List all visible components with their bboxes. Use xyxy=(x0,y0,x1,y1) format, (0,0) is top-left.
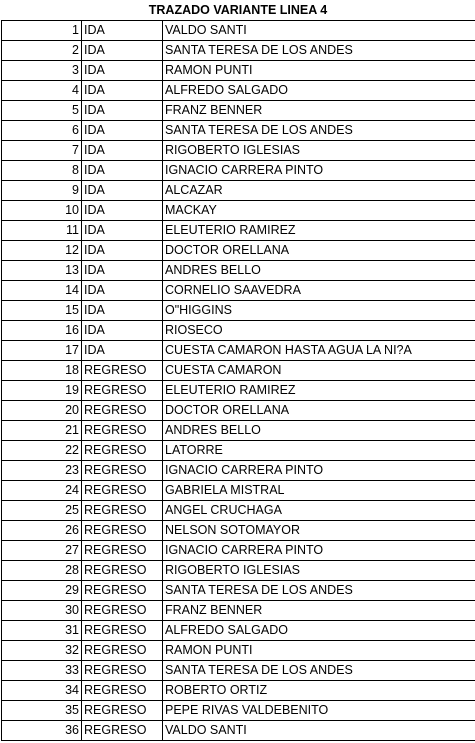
table-row xyxy=(2,261,475,281)
direction-cell[interactable]: REGRESO xyxy=(82,421,163,441)
row-number-cell[interactable]: 21 xyxy=(2,421,82,441)
table-row xyxy=(2,441,475,461)
row-number-cell[interactable]: 33 xyxy=(2,661,82,681)
table-row xyxy=(2,161,475,181)
direction-cell[interactable]: REGRESO xyxy=(82,601,163,621)
direction-cell[interactable]: REGRESO xyxy=(82,521,163,541)
sheet-title: TRAZADO VARIANTE LINEA 4 xyxy=(1,1,475,21)
street-cell[interactable]: SANTA TERESA DE LOS ANDES xyxy=(163,581,475,601)
table-row xyxy=(2,221,475,241)
table-row xyxy=(2,581,475,601)
row-number-cell[interactable]: 11 xyxy=(2,221,82,241)
direction-cell[interactable]: REGRESO xyxy=(82,621,163,641)
direction-cell[interactable]: IDA xyxy=(82,201,163,221)
row-number-cell[interactable]: 9 xyxy=(2,181,82,201)
direction-cell[interactable]: REGRESO xyxy=(82,561,163,581)
table-row xyxy=(2,541,475,561)
row-number-cell[interactable]: 8 xyxy=(2,161,82,181)
table-row xyxy=(2,101,475,121)
row-number-cell[interactable]: 22 xyxy=(2,441,82,461)
street-cell[interactable]: IGNACIO CARRERA PINTO xyxy=(163,541,475,561)
row-number-cell[interactable]: 32 xyxy=(2,641,82,661)
street-cell[interactable]: GABRIELA MISTRAL xyxy=(163,481,475,501)
street-cell[interactable]: O"HIGGINS xyxy=(163,301,475,321)
direction-cell[interactable]: IDA xyxy=(82,241,163,261)
direction-cell[interactable]: REGRESO xyxy=(82,541,163,561)
street-cell[interactable]: CUESTA CAMARON HASTA AGUA LA NI?A xyxy=(163,341,475,361)
row-number-cell[interactable]: 6 xyxy=(2,121,82,141)
direction-cell[interactable]: IDA xyxy=(82,161,163,181)
row-number-cell[interactable]: 25 xyxy=(2,501,82,521)
row-number-cell[interactable]: 23 xyxy=(2,461,82,481)
street-cell[interactable]: SANTA TERESA DE LOS ANDES xyxy=(163,661,475,681)
street-cell[interactable]: CUESTA CAMARON xyxy=(163,361,475,381)
table-row xyxy=(2,421,475,441)
table-row xyxy=(2,661,475,681)
street-cell[interactable]: ELEUTERIO RAMIREZ xyxy=(163,381,475,401)
table-row xyxy=(2,461,475,481)
table-row xyxy=(2,41,475,61)
table-row xyxy=(2,681,475,701)
street-cell[interactable]: IGNACIO CARRERA PINTO xyxy=(163,161,475,181)
street-cell[interactable]: MACKAY xyxy=(163,201,475,221)
street-cell[interactable]: DOCTOR ORELLANA xyxy=(163,241,475,261)
row-number-cell[interactable]: 36 xyxy=(2,721,82,741)
route-sheet xyxy=(1,1,475,741)
row-number-cell[interactable]: 1 xyxy=(2,21,82,41)
table-row xyxy=(2,721,475,741)
table-row xyxy=(2,81,475,101)
table-row xyxy=(2,241,475,261)
route-table-body xyxy=(2,21,475,741)
direction-cell[interactable]: IDA xyxy=(82,61,163,81)
direction-cell[interactable]: IDA xyxy=(82,181,163,201)
table-row xyxy=(2,401,475,421)
table-row xyxy=(2,301,475,321)
row-number-cell[interactable]: 26 xyxy=(2,521,82,541)
street-cell[interactable]: ROBERTO ORTIZ xyxy=(163,681,475,701)
direction-cell[interactable]: IDA xyxy=(82,141,163,161)
table-row xyxy=(2,381,475,401)
direction-cell[interactable]: REGRESO xyxy=(82,481,163,501)
direction-cell[interactable]: REGRESO xyxy=(82,461,163,481)
row-number-cell[interactable]: 10 xyxy=(2,201,82,221)
direction-cell[interactable]: REGRESO xyxy=(82,361,163,381)
table-row xyxy=(2,701,475,721)
street-cell[interactable]: FRANZ BENNER xyxy=(163,101,475,121)
direction-cell[interactable]: IDA xyxy=(82,21,163,41)
direction-cell[interactable]: IDA xyxy=(82,221,163,241)
table-row xyxy=(2,601,475,621)
direction-cell[interactable]: IDA xyxy=(82,341,163,361)
table-row xyxy=(2,321,475,341)
row-number-cell[interactable]: 18 xyxy=(2,361,82,381)
direction-cell[interactable]: REGRESO xyxy=(82,381,163,401)
row-number-cell[interactable]: 19 xyxy=(2,381,82,401)
direction-cell[interactable]: IDA xyxy=(82,121,163,141)
street-cell[interactable]: CORNELIO SAAVEDRA xyxy=(163,281,475,301)
row-number-cell[interactable]: 20 xyxy=(2,401,82,421)
row-number-cell[interactable]: 15 xyxy=(2,301,82,321)
direction-cell[interactable]: REGRESO xyxy=(82,681,163,701)
direction-cell[interactable]: REGRESO xyxy=(82,401,163,421)
row-number-cell[interactable]: 24 xyxy=(2,481,82,501)
table-row xyxy=(2,521,475,541)
street-cell[interactable]: RAMON PUNTI xyxy=(163,641,475,661)
row-number-cell[interactable]: 13 xyxy=(2,261,82,281)
direction-cell[interactable]: REGRESO xyxy=(82,441,163,461)
direction-cell[interactable]: REGRESO xyxy=(82,661,163,681)
direction-cell[interactable]: IDA xyxy=(82,81,163,101)
row-number-cell[interactable]: 30 xyxy=(2,601,82,621)
street-cell[interactable]: NELSON SOTOMAYOR xyxy=(163,521,475,541)
row-number-cell[interactable]: 28 xyxy=(2,561,82,581)
street-cell[interactable]: VALDO SANTI xyxy=(163,21,475,41)
street-cell[interactable]: ANDRES BELLO xyxy=(163,261,475,281)
table-row xyxy=(2,341,475,361)
street-cell[interactable]: ALFREDO SALGADO xyxy=(163,621,475,641)
direction-cell[interactable]: IDA xyxy=(82,261,163,281)
direction-cell[interactable]: IDA xyxy=(82,41,163,61)
direction-cell[interactable]: IDA xyxy=(82,301,163,321)
street-cell[interactable]: ALFREDO SALGADO xyxy=(163,81,475,101)
table-row xyxy=(2,61,475,81)
row-number-cell[interactable]: 7 xyxy=(2,141,82,161)
row-number-cell[interactable]: 16 xyxy=(2,321,82,341)
direction-cell[interactable]: IDA xyxy=(82,281,163,301)
row-number-cell[interactable]: 31 xyxy=(2,621,82,641)
row-number-cell[interactable]: 5 xyxy=(2,101,82,121)
row-number-cell[interactable]: 3 xyxy=(2,61,82,81)
table-row xyxy=(2,641,475,661)
row-number-cell[interactable]: 14 xyxy=(2,281,82,301)
table-row xyxy=(2,481,475,501)
row-number-cell[interactable]: 17 xyxy=(2,341,82,361)
row-number-cell[interactable]: 4 xyxy=(2,81,82,101)
row-number-cell[interactable]: 29 xyxy=(2,581,82,601)
table-row xyxy=(2,501,475,521)
street-cell[interactable]: FRANZ BENNER xyxy=(163,601,475,621)
table-row xyxy=(2,201,475,221)
street-cell[interactable]: RAMON PUNTI xyxy=(163,61,475,81)
street-cell[interactable]: VALDO SANTI xyxy=(163,721,475,741)
row-number-cell[interactable]: 12 xyxy=(2,241,82,261)
route-table xyxy=(1,21,475,741)
direction-cell[interactable]: REGRESO xyxy=(82,581,163,601)
direction-cell[interactable]: REGRESO xyxy=(82,701,163,721)
table-row xyxy=(2,181,475,201)
table-row xyxy=(2,281,475,301)
table-row xyxy=(2,121,475,141)
table-row xyxy=(2,561,475,581)
table-row xyxy=(2,361,475,381)
street-cell[interactable]: LATORRE xyxy=(163,441,475,461)
row-number-cell[interactable]: 27 xyxy=(2,541,82,561)
street-cell[interactable]: RIGOBERTO IGLESIAS xyxy=(163,561,475,581)
street-cell[interactable]: ALCAZAR xyxy=(163,181,475,201)
street-cell[interactable]: SANTA TERESA DE LOS ANDES xyxy=(163,41,475,61)
street-cell[interactable]: ELEUTERIO RAMIREZ xyxy=(163,221,475,241)
direction-cell[interactable]: REGRESO xyxy=(82,501,163,521)
direction-cell[interactable]: IDA xyxy=(82,321,163,341)
row-number-cell[interactable]: 34 xyxy=(2,681,82,701)
street-cell[interactable]: ANGEL CRUCHAGA xyxy=(163,501,475,521)
street-cell[interactable]: IGNACIO CARRERA PINTO xyxy=(163,461,475,481)
table-row xyxy=(2,621,475,641)
street-cell[interactable]: RIGOBERTO IGLESIAS xyxy=(163,141,475,161)
street-cell[interactable]: DOCTOR ORELLANA xyxy=(163,401,475,421)
street-cell[interactable]: PEPE RIVAS VALDEBENITO xyxy=(163,701,475,721)
row-number-cell[interactable]: 2 xyxy=(2,41,82,61)
table-row xyxy=(2,21,475,41)
street-cell[interactable]: SANTA TERESA DE LOS ANDES xyxy=(163,121,475,141)
direction-cell[interactable]: IDA xyxy=(82,101,163,121)
direction-cell[interactable]: REGRESO xyxy=(82,721,163,741)
street-cell[interactable]: RIOSECO xyxy=(163,321,475,341)
street-cell[interactable]: ANDRES BELLO xyxy=(163,421,475,441)
table-row xyxy=(2,141,475,161)
row-number-cell[interactable]: 35 xyxy=(2,701,82,721)
direction-cell[interactable]: REGRESO xyxy=(82,641,163,661)
